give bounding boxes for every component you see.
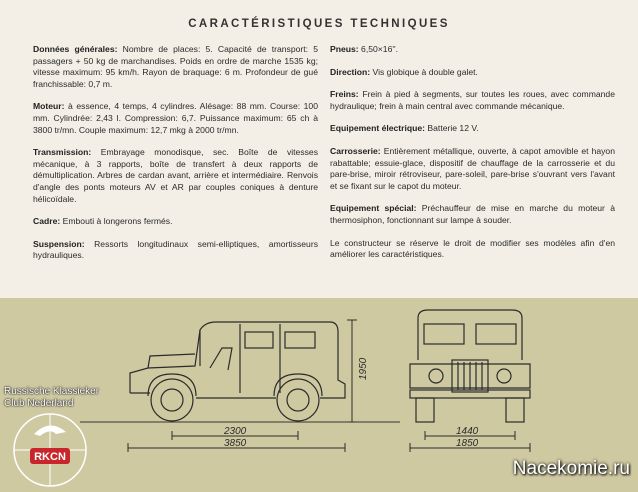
- left-column: [33, 44, 318, 273]
- club-name-line2: Club Nederland: [4, 398, 74, 409]
- spec-heading: Carrosserie:: [330, 145, 381, 156]
- spec-text: Embouti à longerons fermés.: [60, 216, 173, 227]
- spec-text: Préchauffeur de mise en marche du moteur à thermosiphon, fonctionnant sur lampe à souder.: [330, 203, 615, 225]
- spec-electrical: [330, 123, 615, 135]
- spec-text: Le constructeur se réserve le droit de modifier ses modèles afin d'en améliorer les caractéristiques.: [330, 237, 615, 260]
- length-label: 3850: [224, 438, 247, 449]
- spec-heading: Direction:: [330, 66, 371, 77]
- spec-text: à essence, 4 temps, 4 cylindres. Alésage: 88 mm. Course: 100 mm. Cylindrée: 2,43 l. Compression: 6,7. Puissance maximum: 65 ch à 3800 tr/mn. Couple maximum: 12,7 mkg à 2000 tr/mn.: [33, 101, 318, 135]
- spec-heading: Suspension:: [33, 238, 85, 249]
- spec-heading: Transmission:: [33, 147, 92, 158]
- right-column: [330, 44, 615, 272]
- rkcn-logo: [10, 410, 90, 490]
- spec-text: Vis globique à double galet.: [370, 66, 478, 77]
- spec-engine: [33, 101, 318, 136]
- spec-text: Embrayage monodisque, sec. Boîte de vitesses mécanique, à 3 rapports, boîte de transfert à deux rapports de démultiplication. Arbres de cardan avant, arrière et intermédiaire. Renvois d'angle des ponts moteurs AV et AR par couples coniques à denture hélicoïdale.: [33, 147, 318, 204]
- spec-heading: Equipement électrique:: [330, 123, 426, 134]
- side-view-drawing: [130, 322, 345, 421]
- spec-text: 6,50×16''.: [358, 44, 399, 54]
- wheelbase-label: 2300: [224, 426, 247, 437]
- club-watermark: [4, 386, 99, 410]
- spec-heading: Freins:: [330, 89, 359, 100]
- spec-text: Frein à pied à segments, sur toutes les roues, avec commande hydraulique; frein à main central avec commande mécanique.: [330, 89, 615, 111]
- spec-heading: Cadre:: [33, 216, 61, 227]
- spec-text: Batterie 12 V.: [425, 123, 479, 134]
- spec-body: [330, 146, 615, 192]
- spec-frame: [33, 216, 318, 228]
- spec-brakes: [330, 89, 615, 112]
- logo-text: RKCN: [34, 451, 66, 463]
- manufacturer-note: [330, 238, 615, 261]
- spec-tyres: [330, 44, 615, 56]
- spec-text: Ressorts longitudinaux semi-elliptiques, amortisseurs hydrauliques.: [33, 238, 318, 261]
- spec-text: Entièrement métallique, ouverte, à capot amovible et hayon rabattable; essuie-glace, dispositif de chauffage de la carrosserie et du pare-brise, miroir rétroviseur, pare-soleil, pare-brise s'ouvrant vers l'avant et se fixant sur le capot du moteur.: [330, 145, 615, 191]
- spec-steering: [330, 67, 615, 79]
- width-label: 1850: [456, 438, 479, 449]
- spec-special: [330, 203, 615, 226]
- height-label: 1950: [358, 357, 369, 380]
- spec-heading: Moteur:: [33, 101, 65, 112]
- spec-heading: Données générales:: [33, 44, 118, 54]
- track-label: 1440: [456, 426, 479, 437]
- spec-general: [33, 44, 318, 90]
- spec-text: Nombre de places: 5. Capacité de transport: 5 passagers + 50 kg de marchandises. Poids en ordre de marche 1535 kg; vitesse maximum: 95 km/h. Rayon de braquage: 6 m. Profondeur de gué franchissable: 0,7 m.: [33, 44, 318, 89]
- spec-heading: Pneus:: [330, 44, 359, 54]
- spec-heading: Equipement spécial:: [330, 203, 417, 214]
- spec-transmission: [33, 147, 318, 205]
- front-view-drawing: [410, 310, 530, 422]
- spec-suspension: [33, 239, 318, 262]
- site-watermark: Nacekomie.ru: [512, 458, 630, 479]
- height-dimension: [347, 320, 357, 422]
- page-title: CARACTÉRISTIQUES TECHNIQUES: [188, 18, 450, 30]
- club-name-line1: Russische Klassieker: [4, 386, 100, 397]
